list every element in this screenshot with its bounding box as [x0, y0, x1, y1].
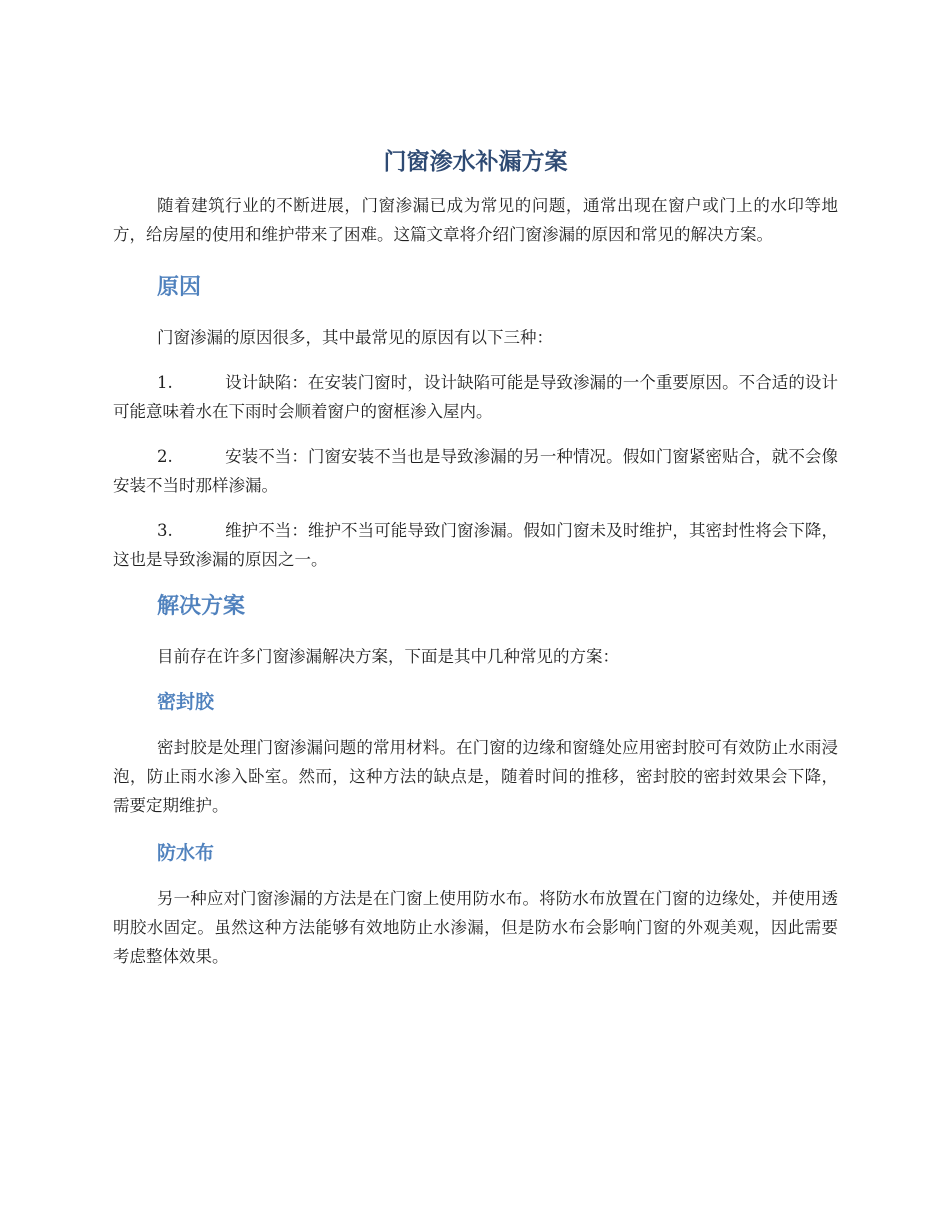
solutions-heading: 解决方案 — [157, 594, 246, 619]
intro-paragraph: 随着建筑行业的不断进展，门窗渗漏已成为常见的问题，通常出现在窗户或门上的水印等地方，给房屋的使用和维护带来了困难。这篇文章将介绍门窗渗漏的原因和常见的解决方案。 — [113, 196, 838, 244]
list-number: 2. — [157, 447, 173, 466]
list-item — [113, 442, 838, 500]
document-title: 门窗渗水补漏方案 — [383, 149, 568, 175]
list-number: 1. — [157, 373, 173, 392]
solutions-lead: 目前存在许多门窗渗漏解决方案，下面是其中几种常见的方案： — [157, 647, 619, 666]
causes-heading: 原因 — [157, 275, 202, 300]
list-text: 设计缺陷：在安装门窗时，设计缺陷可能是导致渗漏的一个重要原因。不合适的设计可能意味着水在下雨时会顺着窗户的窗框渗入屋内。 — [113, 373, 838, 421]
waterproof-cloth-paragraph: 另一种应对门窗渗漏的方法是在门窗上使用防水布。将防水布放置在门窗的边缘处，并使用透明胶水固定。虽然这种方法能够有效地防止水渗漏，但是防水布会影响门窗的外观美观，因此需要考虑整体效果。 — [113, 889, 838, 966]
causes-lead: 门窗渗漏的原因很多，其中最常见的原因有以下三种： — [157, 328, 553, 347]
list-number: 3. — [157, 521, 173, 540]
waterproof-cloth-heading: 防水布 — [157, 842, 215, 864]
list-item — [113, 516, 838, 574]
sealant-paragraph: 密封胶是处理门窗渗漏问题的常用材料。在门窗的边缘和窗缝处应用密封胶可有效防止水雨浸泡，防止雨水渗入卧室。然而，这种方法的缺点是，随着时间的推移，密封胶的密封效果会下降，需要定期维护。 — [113, 738, 838, 815]
list-item — [113, 368, 838, 426]
list-text: 安装不当：门窗安装不当也是导致渗漏的另一种情况。假如门窗紧密贴合，就不会像安装不当时那样渗漏。 — [113, 447, 838, 495]
document-page — [113, 145, 838, 989]
sealant-heading: 密封胶 — [157, 691, 215, 713]
list-text: 维护不当：维护不当可能导致门窗渗漏。假如门窗未及时维护，其密封性将会下降，这也是导致渗漏的原因之一。 — [113, 521, 838, 569]
